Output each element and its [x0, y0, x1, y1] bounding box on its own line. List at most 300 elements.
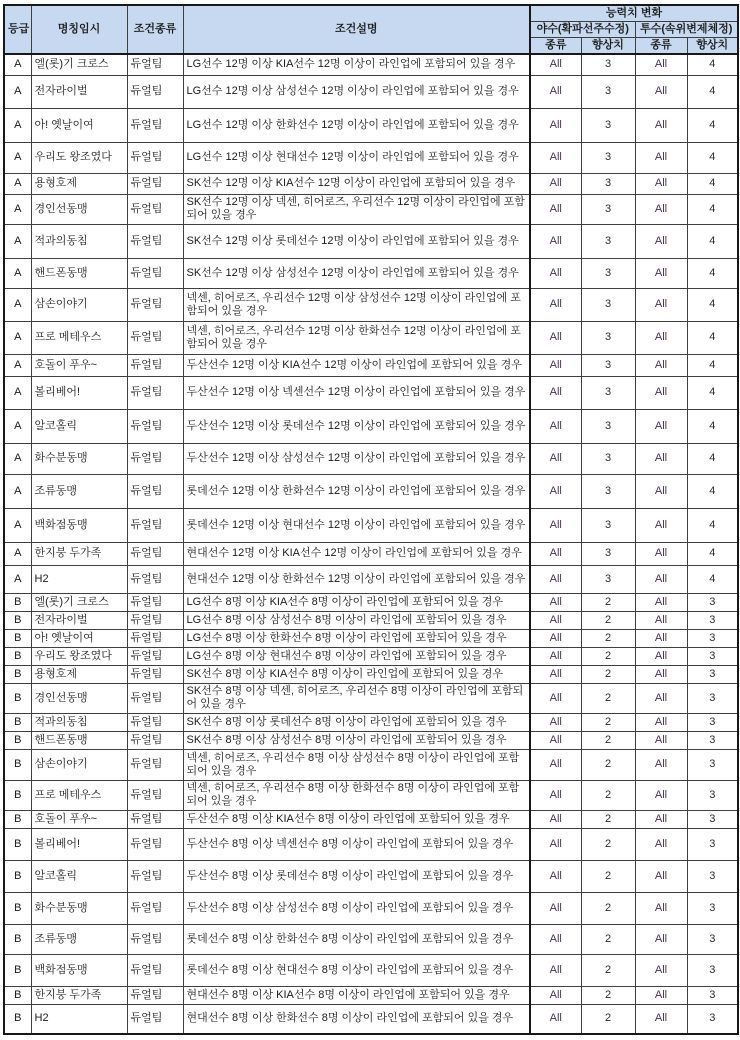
table-row [4, 565, 738, 593]
batter-improve-cell: 3 [581, 173, 635, 194]
condition-type-cell: 듀얼팀 [127, 321, 183, 354]
col-header-pitcher-improve: 향상치 [687, 38, 738, 55]
grade-cell: A [4, 409, 31, 443]
pitcher-improve-cell: 4 [687, 542, 738, 565]
pitcher-improve-cell: 4 [687, 142, 738, 173]
pitcher-kind-cell: All [635, 194, 687, 224]
condition-desc-cell: SK선수 8명 이상 KIA선수 8명 이상이 라인업에 포함되어 있을 경우 [183, 665, 530, 683]
table-row [4, 647, 738, 665]
condition-desc-cell: SK선수 12명 이상 롯데선수 12명 이상이 라인업에 포함되어 있을 경우 [183, 224, 530, 258]
name-cell: 볼리베어! [31, 828, 127, 860]
pitcher-improve-cell: 4 [687, 224, 738, 258]
condition-desc-cell: LG선수 8명 이상 한화선수 8명 이상이 라인업에 포함되어 있을 경우 [183, 629, 530, 647]
pitcher-improve-cell: 4 [687, 258, 738, 288]
pitcher-improve-cell: 3 [687, 986, 738, 1004]
table-row [4, 173, 738, 194]
batter-kind-cell: All [530, 321, 581, 354]
pitcher-improve-cell: 4 [687, 173, 738, 194]
table-row [4, 611, 738, 629]
pitcher-kind-cell: All [635, 860, 687, 892]
batter-kind-cell: All [530, 224, 581, 258]
condition-desc-cell: 현대선수 12명 이상 한화선수 12명 이상이 라인업에 포함되어 있을 경우 [183, 565, 530, 593]
condition-type-cell: 듀얼팀 [127, 892, 183, 924]
pitcher-improve-cell: 4 [687, 474, 738, 508]
condition-desc-cell: 두산선수 8명 이상 KIA선수 8명 이상이 라인업에 포함되어 있을 경우 [183, 810, 530, 828]
batter-improve-cell: 2 [581, 810, 635, 828]
condition-type-cell: 듀얼팀 [127, 665, 183, 683]
name-cell: 적과의동침 [31, 224, 127, 258]
grade-cell: B [4, 665, 31, 683]
grade-cell: A [4, 508, 31, 542]
condition-type-cell: 듀얼팀 [127, 828, 183, 860]
batter-improve-cell: 2 [581, 828, 635, 860]
grade-cell: B [4, 731, 31, 749]
col-header-batter-group: 야수(확파선주수정) [530, 22, 635, 38]
condition-desc-cell: 현대선수 12명 이상 KIA선수 12명 이상이 라인업에 포함되어 있을 경우 [183, 542, 530, 565]
table-row [4, 258, 738, 288]
pitcher-kind-cell: All [635, 749, 687, 780]
pitcher-kind-cell: All [635, 924, 687, 954]
batter-improve-cell: 3 [581, 54, 635, 75]
batter-improve-cell: 3 [581, 443, 635, 474]
batter-kind-cell: All [530, 924, 581, 954]
grade-cell: A [4, 443, 31, 474]
col-header-condition-type: 조건종류 [127, 5, 183, 54]
pitcher-kind-cell: All [635, 108, 687, 142]
grade-cell: B [4, 954, 31, 986]
name-cell: 조류동맹 [31, 474, 127, 508]
condition-type-cell: 듀얼팀 [127, 173, 183, 194]
grade-cell: B [4, 683, 31, 713]
pitcher-kind-cell: All [635, 892, 687, 924]
condition-type-cell: 듀얼팀 [127, 860, 183, 892]
pitcher-kind-cell: All [635, 1004, 687, 1034]
table-row [4, 542, 738, 565]
pitcher-improve-cell: 4 [687, 508, 738, 542]
grade-cell: A [4, 108, 31, 142]
batter-improve-cell: 3 [581, 409, 635, 443]
condition-desc-cell: 두산선수 12명 이상 KIA선수 12명 이상이 라인업에 포함되어 있을 경우 [183, 354, 530, 376]
name-cell: 적과의동침 [31, 713, 127, 731]
pitcher-improve-cell: 3 [687, 731, 738, 749]
col-header-grade: 등급 [4, 5, 31, 54]
name-cell: 삼손이야기 [31, 749, 127, 780]
pitcher-kind-cell: All [635, 288, 687, 321]
name-cell: 호돌이 푸우~ [31, 354, 127, 376]
condition-type-cell: 듀얼팀 [127, 924, 183, 954]
name-cell: 우리도 왕조였다 [31, 142, 127, 173]
condition-type-cell: 듀얼팀 [127, 713, 183, 731]
pitcher-kind-cell: All [635, 647, 687, 665]
table-row [4, 75, 738, 108]
batter-kind-cell: All [530, 611, 581, 629]
name-cell: H2 [31, 565, 127, 593]
name-cell: 프로 메테우스 [31, 780, 127, 810]
batter-improve-cell: 2 [581, 780, 635, 810]
name-cell: 알코홀릭 [31, 860, 127, 892]
condition-type-cell: 듀얼팀 [127, 354, 183, 376]
table-row [4, 474, 738, 508]
name-cell: 핸드폰동맹 [31, 731, 127, 749]
condition-desc-cell: LG선수 12명 이상 KIA선수 12명 이상이 라인업에 포함되어 있을 경우 [183, 54, 530, 75]
batter-improve-cell: 2 [581, 593, 635, 611]
batter-improve-cell: 3 [581, 376, 635, 409]
batter-kind-cell: All [530, 54, 581, 75]
grade-cell: A [4, 474, 31, 508]
batter-kind-cell: All [530, 108, 581, 142]
batter-improve-cell: 2 [581, 647, 635, 665]
batter-improve-cell: 2 [581, 892, 635, 924]
name-cell: 핸드폰동맹 [31, 258, 127, 288]
condition-desc-cell: 넥센, 히어로즈, 우리선수 8명 이상 삼성선수 8명 이상이 라인업에 포함되어 있을 경우 [183, 749, 530, 780]
grade-cell: B [4, 593, 31, 611]
table-row [4, 142, 738, 173]
batter-improve-cell: 3 [581, 142, 635, 173]
condition-desc-cell: 두산선수 8명 이상 넥센선수 8명 이상이 라인업에 포함되어 있을 경우 [183, 828, 530, 860]
condition-desc-cell: 현대선수 8명 이상 KIA선수 8명 이상이 라인업에 포함되어 있을 경우 [183, 986, 530, 1004]
grade-cell: B [4, 629, 31, 647]
table-row [4, 1004, 738, 1034]
batter-kind-cell: All [530, 731, 581, 749]
batter-improve-cell: 2 [581, 731, 635, 749]
pitcher-kind-cell: All [635, 780, 687, 810]
pitcher-improve-cell: 4 [687, 75, 738, 108]
name-cell: 백화점동맹 [31, 954, 127, 986]
table-row [4, 321, 738, 354]
table-row [4, 288, 738, 321]
pitcher-kind-cell: All [635, 629, 687, 647]
name-cell: 용형호제 [31, 173, 127, 194]
pitcher-kind-cell: All [635, 565, 687, 593]
batter-improve-cell: 2 [581, 954, 635, 986]
pitcher-kind-cell: All [635, 75, 687, 108]
batter-kind-cell: All [530, 860, 581, 892]
condition-type-cell: 듀얼팀 [127, 508, 183, 542]
name-cell: 경인선동맹 [31, 194, 127, 224]
condition-type-cell: 듀얼팀 [127, 409, 183, 443]
pitcher-kind-cell: All [635, 593, 687, 611]
pitcher-kind-cell: All [635, 508, 687, 542]
table-row [4, 749, 738, 780]
pitcher-improve-cell: 4 [687, 54, 738, 75]
condition-desc-cell: SK선수 12명 이상 삼성선수 12명 이상이 라인업에 포함되어 있을 경우 [183, 258, 530, 288]
batter-kind-cell: All [530, 443, 581, 474]
table-row [4, 860, 738, 892]
table-row [4, 810, 738, 828]
pitcher-kind-cell: All [635, 142, 687, 173]
table-row [4, 713, 738, 731]
condition-desc-cell: SK선수 8명 이상 삼성선수 8명 이상이 라인업에 포함되어 있을 경우 [183, 731, 530, 749]
condition-desc-cell: 현대선수 8명 이상 한화선수 8명 이상이 라인업에 포함되어 있을 경우 [183, 1004, 530, 1034]
name-cell: 화수분동맹 [31, 443, 127, 474]
ability-condition-table [3, 4, 739, 1035]
batter-improve-cell: 3 [581, 354, 635, 376]
condition-desc-cell: LG선수 12명 이상 삼성선수 12명 이상이 라인업에 포함되어 있을 경우 [183, 75, 530, 108]
condition-desc-cell: 두산선수 12명 이상 넥센선수 12명 이상이 라인업에 포함되어 있을 경우 [183, 376, 530, 409]
grade-cell: A [4, 75, 31, 108]
condition-type-cell: 듀얼팀 [127, 749, 183, 780]
batter-improve-cell: 3 [581, 288, 635, 321]
condition-desc-cell: 두산선수 8명 이상 롯데선수 8명 이상이 라인업에 포함되어 있을 경우 [183, 860, 530, 892]
grade-cell: A [4, 54, 31, 75]
pitcher-improve-cell: 3 [687, 810, 738, 828]
pitcher-kind-cell: All [635, 443, 687, 474]
condition-type-cell: 듀얼팀 [127, 542, 183, 565]
name-cell: 우리도 왕조였다 [31, 647, 127, 665]
condition-type-cell: 듀얼팀 [127, 731, 183, 749]
grade-cell: B [4, 611, 31, 629]
pitcher-kind-cell: All [635, 354, 687, 376]
pitcher-improve-cell: 3 [687, 954, 738, 986]
condition-type-cell: 듀얼팀 [127, 780, 183, 810]
pitcher-improve-cell: 4 [687, 376, 738, 409]
batter-improve-cell: 3 [581, 75, 635, 108]
pitcher-kind-cell: All [635, 713, 687, 731]
pitcher-kind-cell: All [635, 173, 687, 194]
batter-kind-cell: All [530, 565, 581, 593]
pitcher-improve-cell: 3 [687, 593, 738, 611]
pitcher-kind-cell: All [635, 321, 687, 354]
pitcher-improve-cell: 4 [687, 443, 738, 474]
batter-kind-cell: All [530, 892, 581, 924]
grade-cell: B [4, 860, 31, 892]
col-header-batter-improve: 향상치 [581, 38, 635, 55]
condition-type-cell: 듀얼팀 [127, 629, 183, 647]
table-body [4, 54, 738, 1034]
pitcher-improve-cell: 3 [687, 828, 738, 860]
table-row [4, 683, 738, 713]
batter-kind-cell: All [530, 542, 581, 565]
batter-kind-cell: All [530, 142, 581, 173]
table-row [4, 629, 738, 647]
batter-kind-cell: All [530, 409, 581, 443]
condition-desc-cell: 두산선수 12명 이상 삼성선수 12명 이상이 라인업에 포함되어 있을 경우 [183, 443, 530, 474]
table-row [4, 924, 738, 954]
condition-type-cell: 듀얼팀 [127, 376, 183, 409]
table-row [4, 376, 738, 409]
grade-cell: A [4, 542, 31, 565]
batter-kind-cell: All [530, 749, 581, 780]
name-cell: 한지붕 두가족 [31, 542, 127, 565]
condition-type-cell: 듀얼팀 [127, 1004, 183, 1034]
col-header-batter-kind: 종류 [530, 38, 581, 55]
grade-cell: B [4, 780, 31, 810]
batter-improve-cell: 3 [581, 108, 635, 142]
batter-kind-cell: All [530, 683, 581, 713]
pitcher-kind-cell: All [635, 409, 687, 443]
condition-type-cell: 듀얼팀 [127, 593, 183, 611]
batter-improve-cell: 2 [581, 1004, 635, 1034]
condition-desc-cell: 넥센, 히어로즈, 우리선수 8명 이상 한화선수 8명 이상이 라인업에 포함되어 있을 경우 [183, 780, 530, 810]
name-cell: 조류동맹 [31, 924, 127, 954]
pitcher-improve-cell: 3 [687, 860, 738, 892]
grade-cell: A [4, 224, 31, 258]
condition-type-cell: 듀얼팀 [127, 647, 183, 665]
table-row [4, 954, 738, 986]
batter-kind-cell: All [530, 828, 581, 860]
condition-type-cell: 듀얼팀 [127, 565, 183, 593]
condition-type-cell: 듀얼팀 [127, 986, 183, 1004]
batter-improve-cell: 2 [581, 986, 635, 1004]
batter-kind-cell: All [530, 474, 581, 508]
grade-cell: B [4, 828, 31, 860]
batter-kind-cell: All [530, 288, 581, 321]
pitcher-improve-cell: 4 [687, 194, 738, 224]
table-row [4, 54, 738, 75]
batter-kind-cell: All [530, 1004, 581, 1034]
batter-improve-cell: 2 [581, 665, 635, 683]
batter-improve-cell: 2 [581, 860, 635, 892]
pitcher-improve-cell: 3 [687, 892, 738, 924]
condition-type-cell: 듀얼팀 [127, 288, 183, 321]
name-cell: H2 [31, 1004, 127, 1034]
grade-cell: B [4, 924, 31, 954]
pitcher-improve-cell: 3 [687, 924, 738, 954]
table-row [4, 986, 738, 1004]
condition-type-cell: 듀얼팀 [127, 258, 183, 288]
name-cell: 백화점동맹 [31, 508, 127, 542]
condition-type-cell: 듀얼팀 [127, 142, 183, 173]
pitcher-improve-cell: 4 [687, 108, 738, 142]
grade-cell: A [4, 565, 31, 593]
table-row [4, 108, 738, 142]
pitcher-kind-cell: All [635, 258, 687, 288]
batter-kind-cell: All [530, 508, 581, 542]
grade-cell: A [4, 376, 31, 409]
batter-improve-cell: 2 [581, 924, 635, 954]
condition-desc-cell: SK선수 8명 이상 롯데선수 8명 이상이 라인업에 포함되어 있을 경우 [183, 713, 530, 731]
pitcher-kind-cell: All [635, 731, 687, 749]
batter-improve-cell: 2 [581, 713, 635, 731]
condition-type-cell: 듀얼팀 [127, 194, 183, 224]
pitcher-improve-cell: 3 [687, 611, 738, 629]
condition-type-cell: 듀얼팀 [127, 611, 183, 629]
name-cell: 전자라이벌 [31, 611, 127, 629]
batter-improve-cell: 2 [581, 683, 635, 713]
pitcher-improve-cell: 4 [687, 565, 738, 593]
condition-desc-cell: 넥센, 히어로즈, 우리선수 12명 이상 한화선수 12명 이상이 라인업에 포함되어 있을 경우 [183, 321, 530, 354]
pitcher-kind-cell: All [635, 954, 687, 986]
table-row [4, 780, 738, 810]
pitcher-kind-cell: All [635, 542, 687, 565]
pitcher-kind-cell: All [635, 54, 687, 75]
name-cell: 아! 옛날이여 [31, 108, 127, 142]
name-cell: 엘(롯)기 크로스 [31, 54, 127, 75]
col-header-ability-change: 능력치 변화 [530, 5, 738, 22]
batter-kind-cell: All [530, 647, 581, 665]
name-cell: 프로 메테우스 [31, 321, 127, 354]
name-cell: 전자라이벌 [31, 75, 127, 108]
table-row [4, 194, 738, 224]
table-row [4, 508, 738, 542]
name-cell: 호돌이 푸우~ [31, 810, 127, 828]
name-cell: 삼손이야기 [31, 288, 127, 321]
condition-desc-cell: SK선수 12명 이상 넥센, 히어로즈, 우리선수 12명 이상이 라인업에 포함되어 있을 경우 [183, 194, 530, 224]
batter-improve-cell: 3 [581, 321, 635, 354]
condition-type-cell: 듀얼팀 [127, 75, 183, 108]
grade-cell: B [4, 713, 31, 731]
pitcher-improve-cell: 4 [687, 409, 738, 443]
condition-desc-cell: LG선수 8명 이상 삼성선수 8명 이상이 라인업에 포함되어 있을 경우 [183, 611, 530, 629]
condition-desc-cell: 롯데선수 8명 이상 현대선수 8명 이상이 라인업에 포함되어 있을 경우 [183, 954, 530, 986]
condition-desc-cell: LG선수 12명 이상 한화선수 12명 이상이 라인업에 포함되어 있을 경우 [183, 108, 530, 142]
condition-type-cell: 듀얼팀 [127, 224, 183, 258]
batter-kind-cell: All [530, 954, 581, 986]
condition-desc-cell: LG선수 8명 이상 현대선수 8명 이상이 라인업에 포함되어 있을 경우 [183, 647, 530, 665]
name-cell: 아! 옛날이여 [31, 629, 127, 647]
name-cell: 볼리베어! [31, 376, 127, 409]
condition-type-cell: 듀얼팀 [127, 54, 183, 75]
header-row-1 [4, 5, 738, 22]
batter-kind-cell: All [530, 780, 581, 810]
table-row [4, 354, 738, 376]
table-row [4, 828, 738, 860]
table-row [4, 224, 738, 258]
grade-cell: A [4, 194, 31, 224]
pitcher-improve-cell: 3 [687, 683, 738, 713]
batter-improve-cell: 3 [581, 508, 635, 542]
condition-desc-cell: LG선수 12명 이상 현대선수 12명 이상이 라인업에 포함되어 있을 경우 [183, 142, 530, 173]
condition-type-cell: 듀얼팀 [127, 443, 183, 474]
grade-cell: A [4, 173, 31, 194]
condition-type-cell: 듀얼팀 [127, 108, 183, 142]
col-header-condition-desc: 조건설명 [183, 5, 530, 54]
grade-cell: B [4, 986, 31, 1004]
pitcher-improve-cell: 4 [687, 354, 738, 376]
batter-kind-cell: All [530, 354, 581, 376]
pitcher-improve-cell: 3 [687, 749, 738, 780]
batter-kind-cell: All [530, 593, 581, 611]
batter-kind-cell: All [530, 986, 581, 1004]
pitcher-kind-cell: All [635, 683, 687, 713]
batter-kind-cell: All [530, 75, 581, 108]
pitcher-improve-cell: 3 [687, 780, 738, 810]
pitcher-improve-cell: 3 [687, 713, 738, 731]
table-row [4, 731, 738, 749]
batter-improve-cell: 3 [581, 258, 635, 288]
grade-cell: A [4, 354, 31, 376]
grade-cell: B [4, 810, 31, 828]
name-cell: 한지붕 두가족 [31, 986, 127, 1004]
name-cell: 화수분동맹 [31, 892, 127, 924]
batter-improve-cell: 3 [581, 542, 635, 565]
condition-type-cell: 듀얼팀 [127, 954, 183, 986]
col-header-pitcher-group: 투수(속위변제체정) [635, 22, 738, 38]
name-cell: 엘(롯)기 크로스 [31, 593, 127, 611]
condition-type-cell: 듀얼팀 [127, 474, 183, 508]
batter-improve-cell: 2 [581, 749, 635, 780]
condition-desc-cell: SK선수 12명 이상 KIA선수 12명 이상이 라인업에 포함되어 있을 경우 [183, 173, 530, 194]
table-row [4, 443, 738, 474]
condition-desc-cell: 롯데선수 12명 이상 한화선수 12명 이상이 라인업에 포함되어 있을 경우 [183, 474, 530, 508]
batter-improve-cell: 3 [581, 474, 635, 508]
condition-desc-cell: SK선수 8명 이상 넥센, 히어로즈, 우리선수 8명 이상이 라인업에 포함되어 있을 경우 [183, 683, 530, 713]
batter-improve-cell: 3 [581, 224, 635, 258]
name-cell: 용형호제 [31, 665, 127, 683]
name-cell: 경인선동맹 [31, 683, 127, 713]
condition-desc-cell: 롯데선수 8명 이상 한화선수 8명 이상이 라인업에 포함되어 있을 경우 [183, 924, 530, 954]
batter-improve-cell: 2 [581, 629, 635, 647]
pitcher-improve-cell: 4 [687, 288, 738, 321]
pitcher-kind-cell: All [635, 224, 687, 258]
condition-desc-cell: 넥센, 히어로즈, 우리선수 12명 이상 삼성선수 12명 이상이 라인업에 포함되어 있을 경우 [183, 288, 530, 321]
pitcher-kind-cell: All [635, 810, 687, 828]
batter-kind-cell: All [530, 629, 581, 647]
table-header [4, 5, 738, 54]
batter-kind-cell: All [530, 173, 581, 194]
batter-kind-cell: All [530, 376, 581, 409]
batter-improve-cell: 3 [581, 194, 635, 224]
